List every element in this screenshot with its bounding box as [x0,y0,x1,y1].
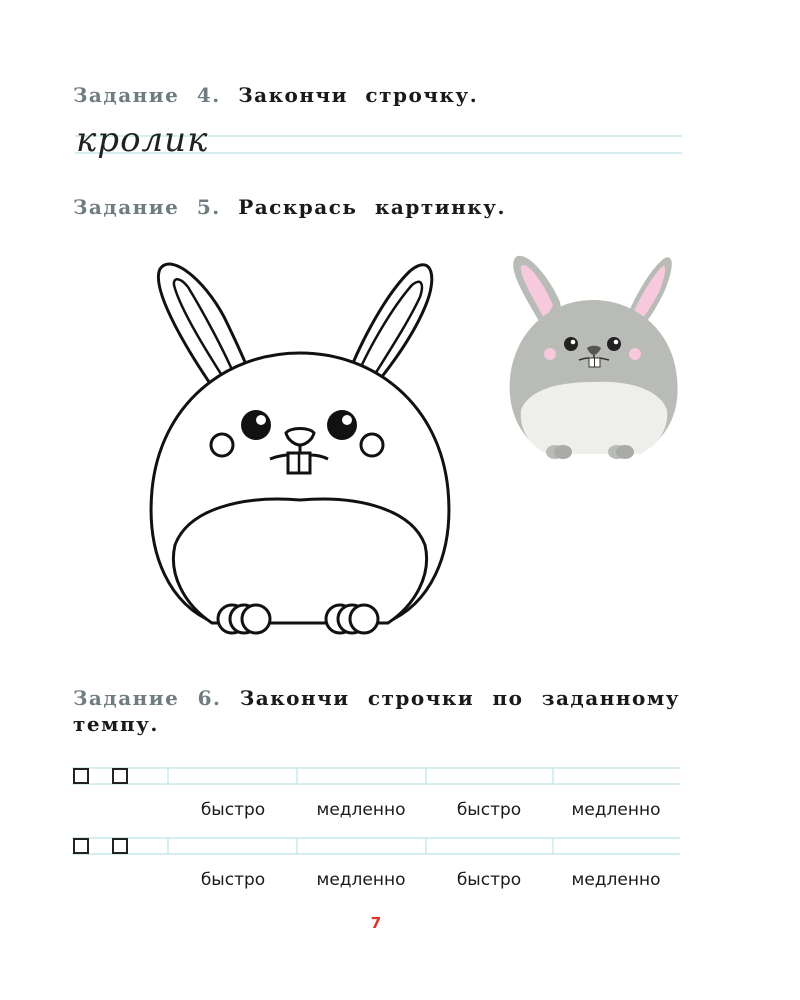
tempo-sample-box-2[interactable] [112,768,128,784]
bunny-coloring-outline[interactable] [140,255,470,645]
task-5-label: Задание 5. [73,195,221,219]
page-number-container [0,914,752,932]
task-5-heading [73,194,506,220]
task-6-label: Задание 6. [73,686,222,710]
task-5-instruction: Раскрась картинку. [238,195,506,219]
tempo-label: медленно [316,870,406,890]
task-4-instruction: Закончи строчку. [238,83,479,107]
tempo-label: медленно [571,800,661,820]
task-6-heading [73,685,680,737]
tempo-label: медленно [316,800,406,820]
bunny-color-sample [505,250,685,465]
tempo-label: быстро [456,870,522,890]
tempo-label: медленно [571,870,661,890]
task-6-instruction: Закончи строчки по заданному темпу. [73,686,681,736]
cursive-sample-word: кролик [76,120,209,160]
tempo-sample-box-3[interactable] [73,838,89,854]
tempo-sample-box-4[interactable] [112,838,128,854]
page-number: 7 [370,914,382,932]
tempo-label: быстро [456,800,522,820]
task-4-label: Задание 4. [73,83,221,107]
tempo-sample-box-1[interactable] [73,768,89,784]
tempo-label: быстро [200,800,266,820]
tempo-label: быстро [200,870,266,890]
